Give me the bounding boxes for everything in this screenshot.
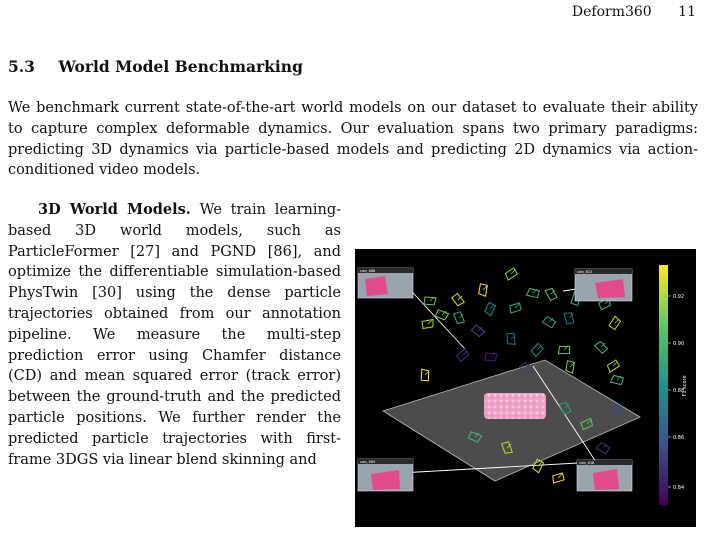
colorbar [659, 265, 668, 505]
camera-f1-figure [355, 249, 696, 527]
camera-frustum [609, 316, 620, 329]
thumbnail-label-4: cam_018 [579, 461, 595, 465]
colorbar-tick-label: 0.86 [673, 434, 685, 441]
section-title: World Model Benchmarking [58, 57, 303, 76]
section-heading [8, 57, 303, 76]
camera-frustum [527, 289, 540, 298]
section-number: 5.3 [8, 57, 35, 76]
camera-thumbnail-bottom-right [577, 460, 632, 491]
camera-thumbnail-bottom-left [358, 459, 413, 491]
deformable-object [484, 393, 546, 419]
running-title: Deform360 [571, 4, 652, 20]
camera-frustum-edge [490, 305, 494, 309]
camera-frustum-edge [537, 346, 541, 350]
intro-paragraph: We benchmark current state-of-the-art world models on our dataset to evaluate their ability to capture complex deformable dynamics. Our evaluation spans two primary paradigms: predicting 3D dynamics via particle-based models and predicting 2D dynamics via action-conditioned video models. [8, 100, 698, 179]
camera-frustum [595, 341, 608, 353]
camera-frustum [542, 317, 555, 328]
figure-canvas [355, 249, 696, 527]
camera-thumbnail-top-right [575, 269, 632, 301]
paragraph-body: We train learning-based 3D world models, such as ParticleFormer [27] and PGND [86], and optimize the differentiable simulation-based PhysTwin [30] using the dense particle trajectories obtained from our annotation pipeline. We measure the multi-step prediction error using Chamfer distance (CD) and mean squared error (track error) between the ground-truth and the predicted particle positions. We further render the predicted particle trajectories with first-frame 3DGS via linear blend skinning and [8, 202, 342, 468]
camera-frustum [611, 375, 624, 384]
world-models-paragraph [8, 200, 341, 470]
thumbnail-label-1: cam_000 [360, 269, 376, 273]
colorbar-tick-label: 0.90 [673, 340, 685, 347]
camera-frustum [596, 443, 609, 454]
camera-frustum-edge [615, 319, 619, 323]
colorbar-tick-label: 0.92 [673, 293, 685, 300]
paragraph-heading: 3D World Models. [38, 201, 191, 218]
colorbar-label: F1 score [682, 375, 688, 397]
camera-frustum-edge [511, 270, 515, 274]
page-number: 11 [678, 4, 696, 20]
colorbar-tick-label: 0.88 [673, 387, 685, 394]
running-head [550, 4, 696, 20]
thumbnail-label-3: cam_005 [360, 460, 376, 464]
thumbnail-label-2: cam_022 [577, 270, 593, 274]
camera-frustum [457, 349, 469, 362]
colorbar-tick-label: 0.84 [673, 484, 685, 491]
camera-frustum-edge [463, 351, 467, 355]
camera-frustum-edge [613, 362, 617, 366]
camera-thumbnail-top-left [358, 268, 413, 298]
